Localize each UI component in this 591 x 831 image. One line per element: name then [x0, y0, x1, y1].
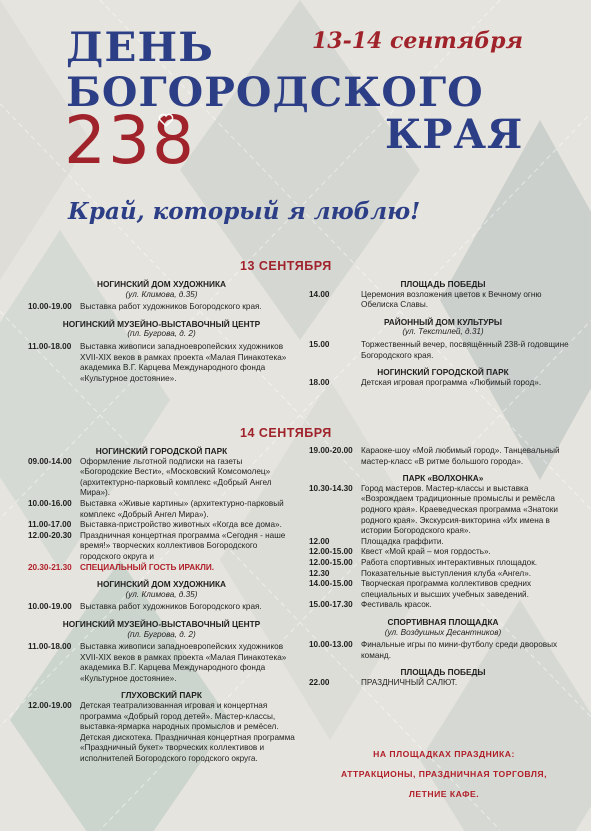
event-time: 12.00-15.00 — [309, 557, 353, 567]
anniversary-number: 238 — [64, 102, 196, 179]
event-row — [309, 446, 577, 467]
event-row — [28, 563, 295, 574]
event-time: 12.00-20.30 — [28, 530, 72, 540]
venue-name: НОГИНСКИЙ ГОРОДСКОЙ ПАРК — [95, 446, 228, 456]
event-row — [28, 499, 295, 520]
venue-block — [28, 319, 295, 385]
event-description: Выставка работ художников Богородского края. — [80, 602, 262, 612]
event-time: 20.30-21.30 — [28, 562, 72, 572]
venue-name: ПЛОЩАДЬ ПОБЕДЫ — [400, 667, 486, 678]
event-time: 10.00-19.00 — [28, 602, 72, 612]
event-time: 10.00-19.00 — [28, 302, 72, 312]
venue-block — [309, 446, 577, 467]
venue-address: (ул. Климова, д.35) — [125, 589, 198, 599]
venue-address: (ул. Климова, д.35) — [125, 289, 198, 299]
event-description: Караоке-шоу «Мой любимый город». Танцевальный мастер-класс «В ритме большого города». — [361, 446, 560, 466]
event-row — [309, 484, 577, 537]
event-description: Финальные игры по мини-футболу среди дворовых команд. — [361, 640, 558, 660]
event-description: Показательные выступления клуба «Ангел». — [361, 568, 532, 578]
event-row — [28, 642, 295, 684]
event-description: Оформление льготной подписки на газеты «Богородские Вести», «Московский Комсомолец» (архитектурно-парковый комплекс «Добрый Ангел Мира»). — [80, 456, 272, 498]
event-row — [309, 640, 577, 661]
venue-name: СПОРТИВНАЯ ПЛОЩАДКА — [387, 616, 499, 627]
event-time: 11.00-18.00 — [28, 341, 72, 351]
event-time: 10.00-13.00 — [309, 640, 353, 650]
event-time: 10.30-14.30 — [309, 483, 353, 493]
event-row — [309, 579, 577, 600]
footer-line: НА ПЛОЩАДКАХ ПРАЗДНИКА: — [373, 749, 515, 759]
event-description: Праздничная концертная программа «Сегодня - наше время!» творческих коллективов Богородского городского округа и — [80, 530, 286, 561]
footer-line: ЛЕТНИЕ КАФЕ. — [408, 789, 480, 799]
event-row — [28, 701, 295, 765]
event-time: 12.00 — [309, 536, 330, 546]
venue-block — [28, 446, 295, 573]
venue-name: ПЛОЩАДЬ ПОБЕДЫ — [400, 279, 486, 289]
event-description: Творческая программа коллективов средних специальных и высших учебных заведений. — [361, 579, 532, 599]
event-row — [309, 537, 577, 548]
event-row — [309, 378, 577, 389]
event-row — [309, 569, 577, 580]
event-time: 14.00-15.00 — [309, 579, 353, 589]
event-time: 15.00-17.30 — [309, 600, 353, 610]
venue-block — [309, 367, 577, 388]
event-row — [309, 558, 577, 569]
event-time: 10.00-16.00 — [28, 498, 72, 508]
schedule-column — [28, 279, 295, 384]
event-description: Площадка граффити. — [361, 536, 444, 546]
event-time: 12.00-15.00 — [309, 547, 353, 557]
footer-notice — [310, 744, 578, 804]
event-description: Фестиваль красок. — [361, 600, 432, 610]
event-description: Город мастеров. Мастер-классы и выставка «Возрождаем традиционные промыслы и ремёсла родного края». Краеведческая программа «Знатоки родного края». Экскурсия-викторина «Их имена в истории Богородского края». — [361, 483, 558, 536]
event-description: СПЕЦИАЛЬНЫЙ ГОСТЬ ИРАКЛИ. — [80, 562, 215, 572]
event-row — [28, 531, 295, 563]
venue-name: НОГИНСКИЙ ГОРОДСКОЙ ПАРК — [377, 367, 509, 378]
footer-line: АТТРАКЦИОНЫ, ПРАЗДНИЧНАЯ ТОРГОВЛЯ, — [341, 769, 547, 779]
event-row — [309, 600, 577, 611]
event-row — [28, 457, 295, 499]
heart-icon — [158, 112, 174, 128]
slogan: Край, который я люблю! — [68, 198, 421, 225]
venue-address: (ул. Воздушных Десантников) — [384, 627, 502, 637]
schedule-column — [309, 446, 577, 688]
venue-block — [28, 579, 295, 613]
event-description: Выставка живописи западноевропейских художников XVII-XIX веков в рамках проекта «Малая Пинакотека» академика В.Г. Карцева Международного фонда «Культурное достояние». — [80, 341, 287, 383]
event-row — [28, 302, 295, 313]
venue-address: (пл. Бугрова, д. 2) — [127, 329, 196, 339]
venue-block — [309, 473, 577, 611]
title-line-3: КРАЯ — [385, 111, 524, 158]
title-line-2: БОГОРОДСКОГО — [66, 69, 484, 116]
venue-name: ПАРК «ВОЛХОНКА» — [402, 473, 484, 484]
venue-address: (пл. Бугрова, д. 2) — [127, 629, 196, 639]
event-description: Квест «Мой край – моя гордость». — [361, 547, 491, 557]
venue-name: НОГИНСКИЙ ДОМ ХУДОЖНИКА — [96, 279, 226, 289]
event-row — [309, 290, 577, 311]
event-time: 11.00-17.00 — [28, 520, 72, 530]
venue-name: НОГИНСКИЙ МУЗЕЙНО-ВЫСТАВОЧНЫЙ ЦЕНТР — [62, 618, 261, 629]
venue-block — [28, 690, 295, 764]
event-description: Выставка «Живые картины» (архитектурно-парковый комплекс «Добрый Ангел Мира»). — [80, 498, 284, 519]
event-description: Детская игровая программа «Любимый город». — [361, 377, 542, 387]
event-dates: 13-14 сентября — [312, 28, 524, 54]
event-time: 14.00 — [309, 289, 330, 299]
event-row — [28, 520, 295, 531]
event-time: 09.00-14.00 — [28, 456, 72, 466]
event-description: Работа спортивных интерактивных площадок. — [361, 557, 538, 567]
event-row — [309, 340, 577, 361]
event-time: 18.00 — [309, 377, 330, 387]
event-description: ПРАЗДНИЧНЫЙ САЛЮТ. — [361, 677, 458, 687]
event-description: Церемония возложения цветов к Вечному огню Обелиска Славы. — [361, 289, 542, 310]
title-line-1: ДЕНЬ — [66, 24, 214, 71]
venue-block — [309, 617, 577, 661]
venue-block — [28, 619, 295, 685]
venue-block — [309, 667, 577, 688]
event-description: Выставка-пристройство животных «Когда все дома». — [80, 520, 282, 530]
event-row — [28, 342, 295, 384]
day-heading: 14 СЕНТЯБРЯ — [240, 426, 332, 440]
event-time: 12.30 — [309, 568, 330, 578]
event-row — [309, 678, 577, 689]
event-description: Выставка живописи западноевропейских художников XVII-XIX веков в рамках проекта «Малая Пинакотека» академика В.Г. Карцева Международного фонда «Культурное достояние». — [80, 642, 287, 683]
venue-address: (ул. Текстилей, д.31) — [402, 327, 484, 337]
venue-block — [309, 317, 577, 361]
event-description: Торжественный вечер, посвящённый 238-й годовщине Богородского края. — [361, 339, 569, 360]
venue-name: НОГИНСКИЙ ДОМ ХУДОЖНИКА — [96, 579, 226, 590]
schedule-column — [309, 279, 577, 388]
event-row — [309, 547, 577, 558]
event-time: 12.00-19.00 — [28, 701, 72, 711]
venue-block — [309, 279, 577, 311]
venue-name: НОГИНСКИЙ МУЗЕЙНО-ВЫСТАВОЧНЫЙ ЦЕНТР — [62, 318, 261, 329]
day-heading: 13 СЕНТЯБРЯ — [240, 259, 332, 273]
event-time: 19.00-20.00 — [309, 446, 353, 455]
event-time: 15.00 — [309, 339, 330, 349]
venue-block — [28, 279, 295, 313]
event-description: Выставка работ художников Богородского края. — [80, 302, 262, 312]
event-description: Детская театрализованная игровая и концертная программа «Добрый город детей». Мастер-классы, выставка-ярмарка народных промыслов и ремёсел. Детская дискотека. Праздничная концертная программа «Праздничный букет» творческих коллективов и исполнителей Богородского городского округа. — [80, 701, 295, 764]
venue-name: ГЛУХОВСКИЙ ПАРК — [121, 690, 202, 701]
event-time: 22.00 — [309, 677, 330, 687]
event-row — [28, 602, 295, 613]
venue-name: РАЙОННЫЙ ДОМ КУЛЬТУРЫ — [383, 316, 503, 327]
schedule-column — [28, 446, 295, 765]
event-time: 11.00-18.00 — [28, 642, 72, 652]
